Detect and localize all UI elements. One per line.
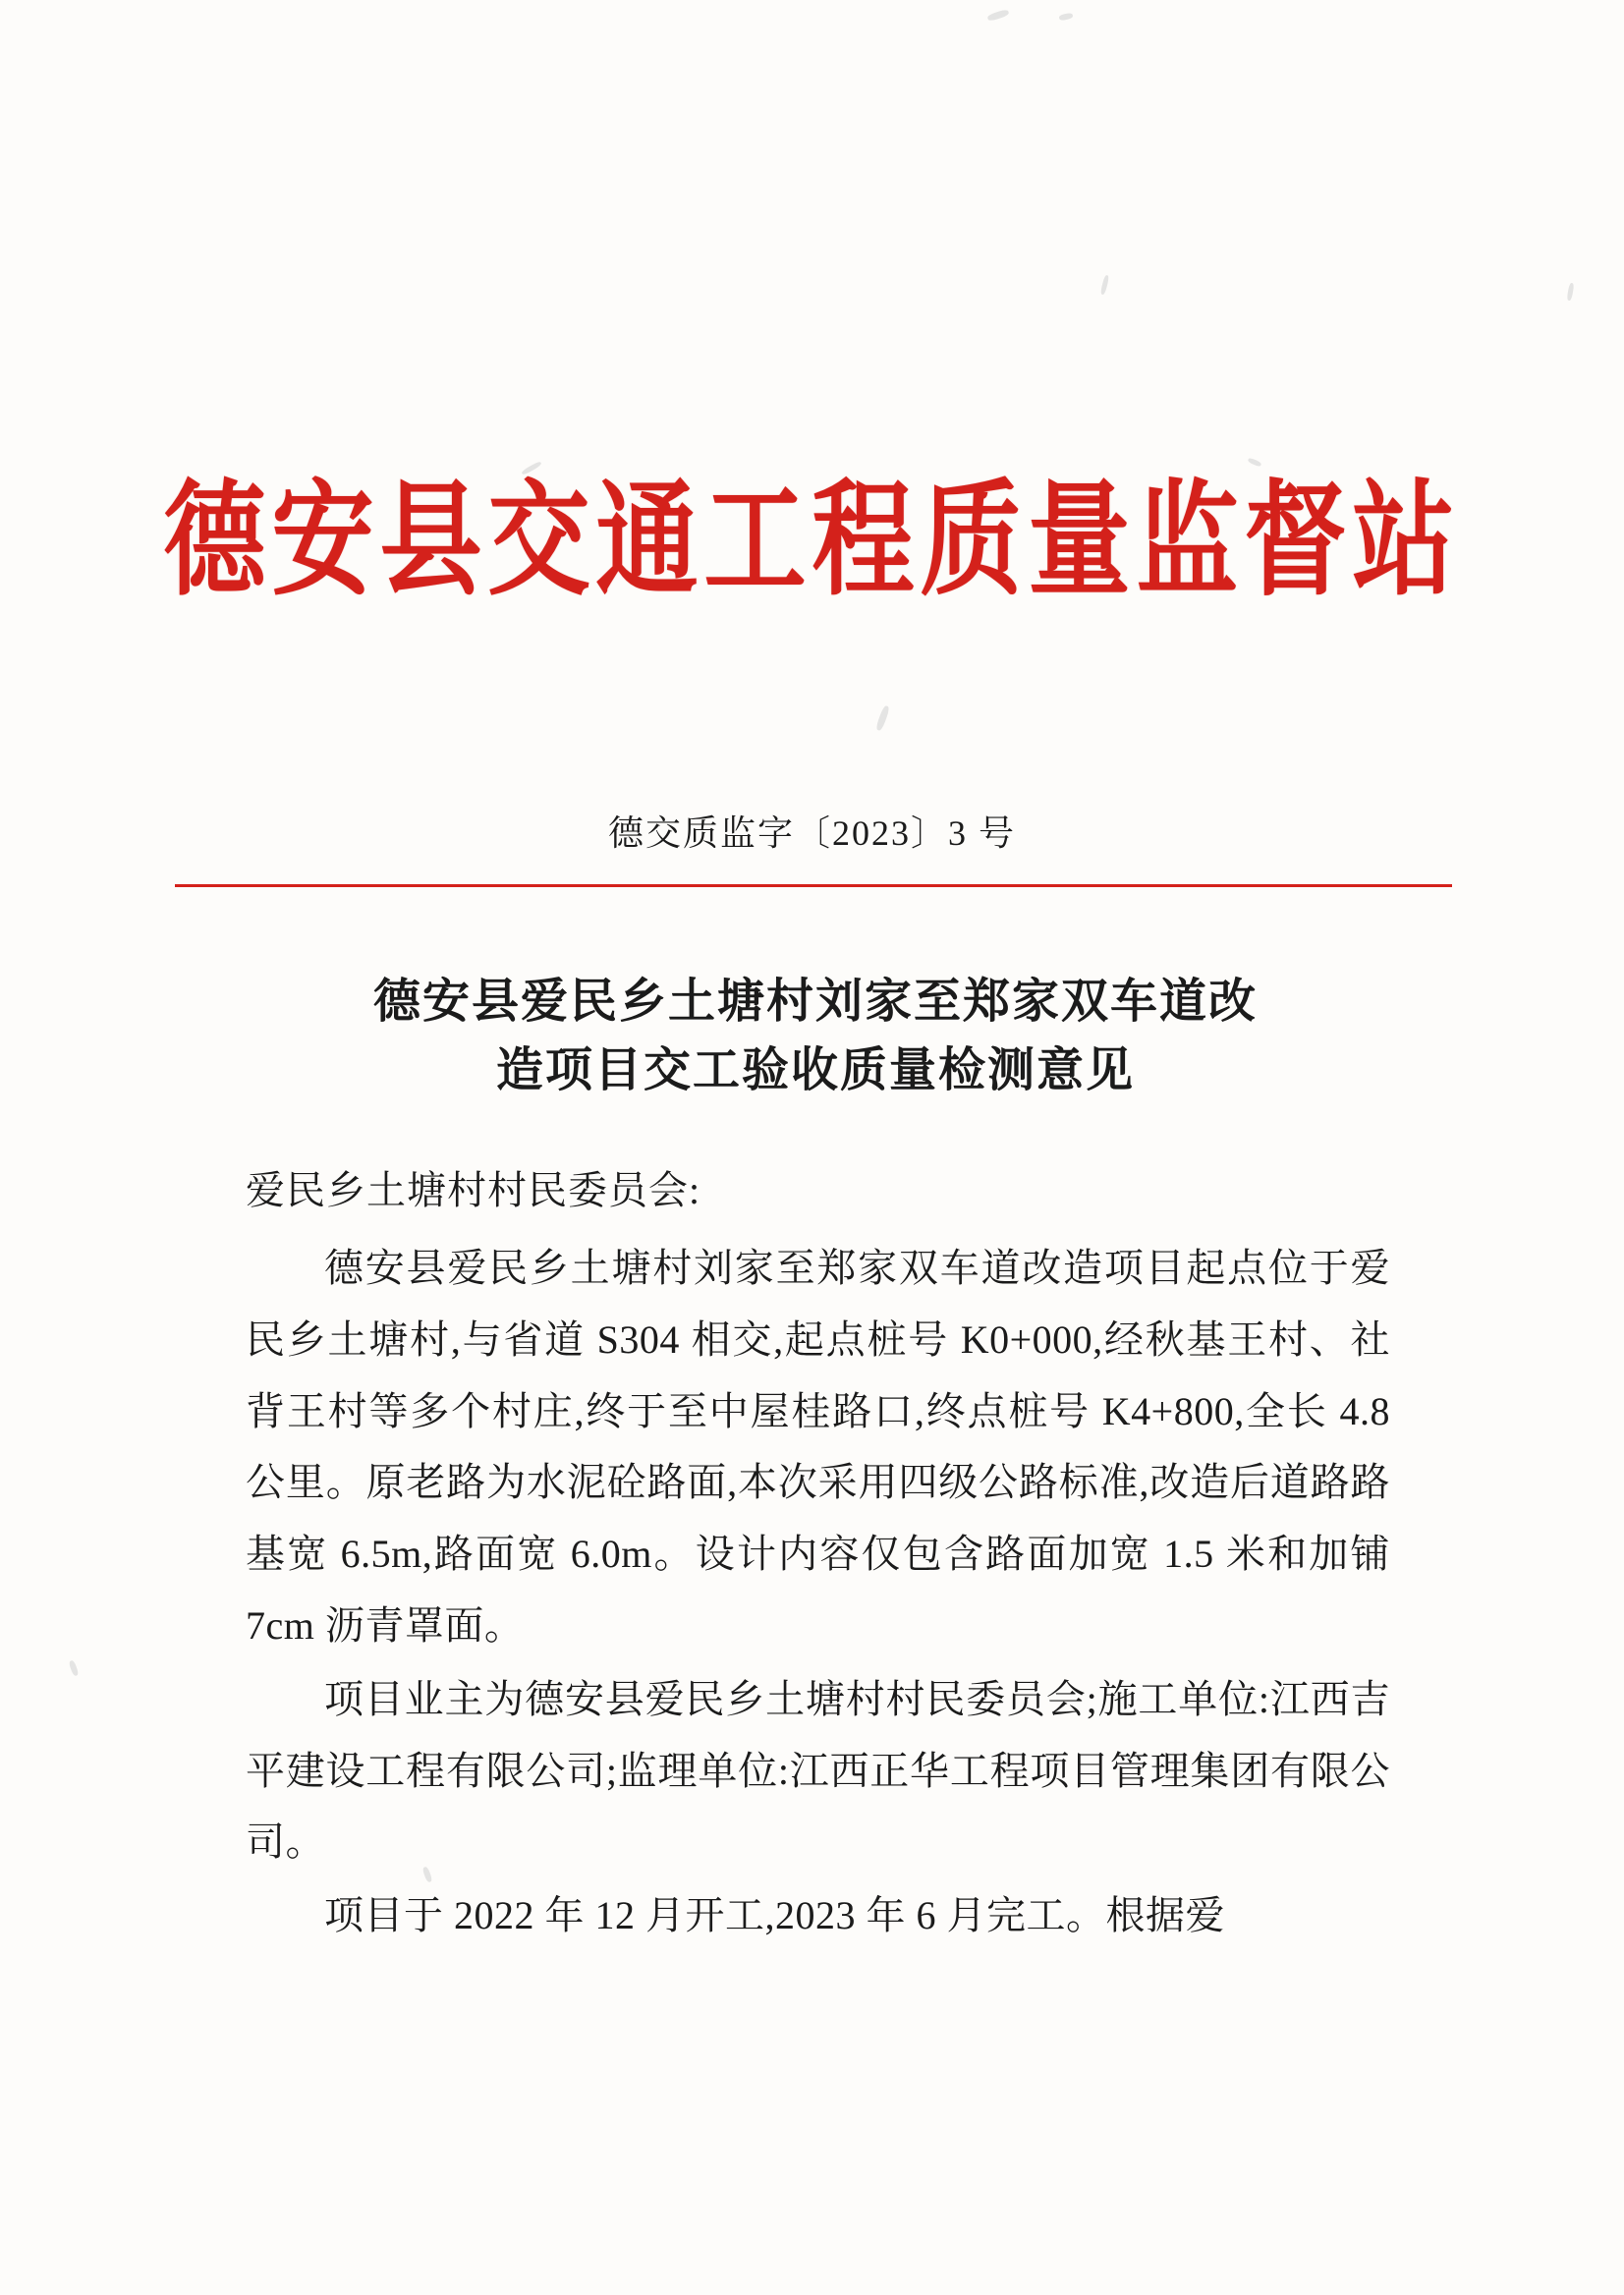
page-title-line-1: 德安县爱民乡土塘村刘家至郑家双车道改 [372, 976, 1258, 1028]
body-text [246, 1233, 1390, 1954]
paragraph-2: 项目业主为德安县爱民乡土塘村村民委员会;施工单位:江西吉平建设工程有限公司;监理单位:江西正华工程项目管理集团有限公司。 [246, 1676, 1390, 1865]
page-title [236, 968, 1395, 1104]
page-title-line-2: 造项目交工验收质量检测意见 [495, 1043, 1135, 1096]
document-number: 德交质监字〔2023〕3 号 [607, 813, 1016, 853]
paragraph-3: 项目于 2022 年 12 月开工,2023 年 6 月完工。根据爱 [324, 1893, 1225, 1938]
letterhead-title: 德安县交通工程质量监督站 [163, 465, 1461, 613]
red-divider-rule [175, 884, 1452, 887]
salutation: 爱民乡土塘村村民委员会: [246, 1168, 701, 1212]
paragraph-1: 德安县爱民乡土塘村刘家至郑家双车道改造项目起点位于爱民乡土塘村,与省道 S304 相交,起点桩号 K0+000,经秋基王村、社背王村等多个村庄,终于至中屋桂路口,终点桩号 K4+800,全长 4.8 公里。原老路为水泥砼路面,本次采用四级公路标准,改造后道路路基宽 6.5m,路面宽 6.0m。设计内容仅包含路面加宽 1.5 米和加铺 7cm 沥青罩面。 [246, 1246, 1390, 1648]
